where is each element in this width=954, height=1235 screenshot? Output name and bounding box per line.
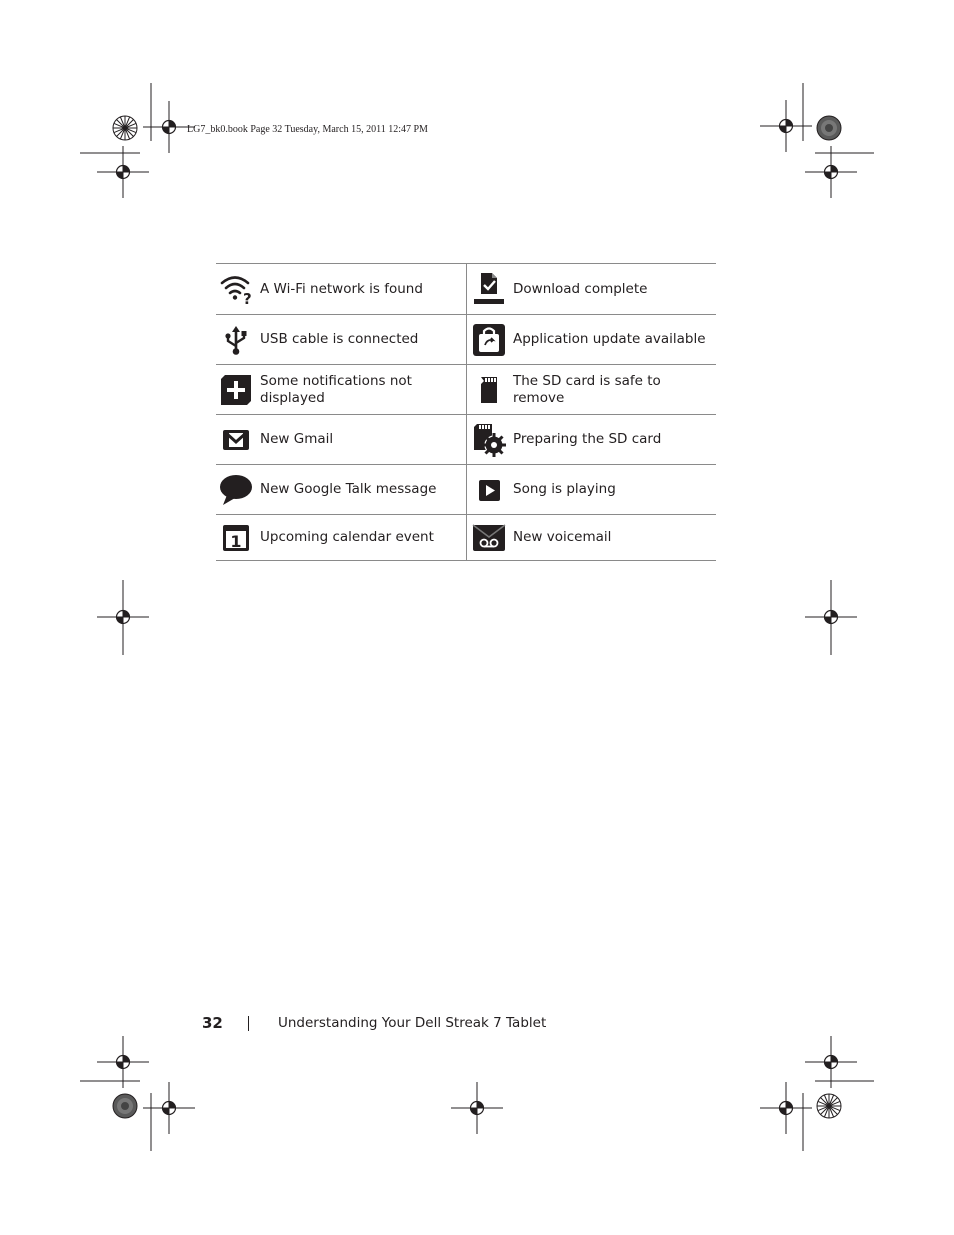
chapter-title: Understanding Your Dell Streak 7 Tablet bbox=[278, 1015, 547, 1031]
gmail-icon bbox=[216, 424, 256, 456]
notification-label: New voicemail bbox=[513, 529, 612, 545]
table-cell bbox=[216, 365, 466, 414]
page-number: 32 bbox=[202, 1014, 223, 1032]
notification-label: Download complete bbox=[513, 280, 648, 297]
calendar-icon bbox=[216, 522, 256, 554]
table-cell bbox=[466, 264, 716, 314]
sd-card-icon bbox=[469, 374, 509, 406]
notification-icons-table bbox=[216, 263, 716, 561]
more-notifications-icon bbox=[216, 374, 256, 406]
table-row bbox=[216, 365, 716, 415]
table-cell bbox=[216, 264, 466, 314]
table-row bbox=[216, 465, 716, 515]
notification-label: The SD card is safe to remove bbox=[513, 372, 661, 406]
market-update-icon bbox=[469, 324, 509, 356]
notification-label: Song is playing bbox=[513, 481, 616, 497]
table-row bbox=[216, 415, 716, 465]
svg-text:1: 1 bbox=[230, 531, 242, 551]
play-icon bbox=[469, 474, 509, 506]
notification-label: Application update available bbox=[513, 331, 706, 347]
table-cell bbox=[466, 465, 716, 514]
table-cell bbox=[466, 315, 716, 364]
table-cell bbox=[216, 465, 466, 514]
footer-divider bbox=[248, 1016, 249, 1031]
table-cell bbox=[466, 515, 716, 560]
table-cell bbox=[466, 365, 716, 414]
notification-label: Upcoming calendar event bbox=[260, 529, 434, 545]
table-cell bbox=[216, 315, 466, 364]
notification-label: Some notifications not displayed bbox=[260, 372, 412, 406]
table-cell bbox=[216, 515, 466, 560]
wifi-question-icon bbox=[216, 273, 256, 305]
usb-icon bbox=[216, 324, 256, 356]
print-slug: LG7_bk0.book Page 32 Tuesday, March 15, 2011 12:47 PM bbox=[187, 124, 428, 135]
svg-text:?: ? bbox=[243, 290, 252, 305]
notification-label: A Wi-Fi network is found bbox=[260, 280, 423, 297]
table-cell bbox=[216, 415, 466, 464]
talk-bubble-icon bbox=[216, 474, 256, 506]
table-row bbox=[216, 515, 716, 561]
table-row bbox=[216, 315, 716, 365]
notification-label: Preparing the SD card bbox=[513, 431, 662, 447]
table-row bbox=[216, 264, 716, 315]
table-cell bbox=[466, 415, 716, 464]
download-complete-icon bbox=[469, 273, 509, 305]
notification-label: New Gmail bbox=[260, 431, 334, 447]
sd-card-prepare-icon bbox=[469, 424, 509, 456]
voicemail-icon bbox=[469, 522, 509, 554]
notification-label: USB cable is connected bbox=[260, 331, 419, 347]
notification-label: New Google Talk message bbox=[260, 481, 437, 497]
